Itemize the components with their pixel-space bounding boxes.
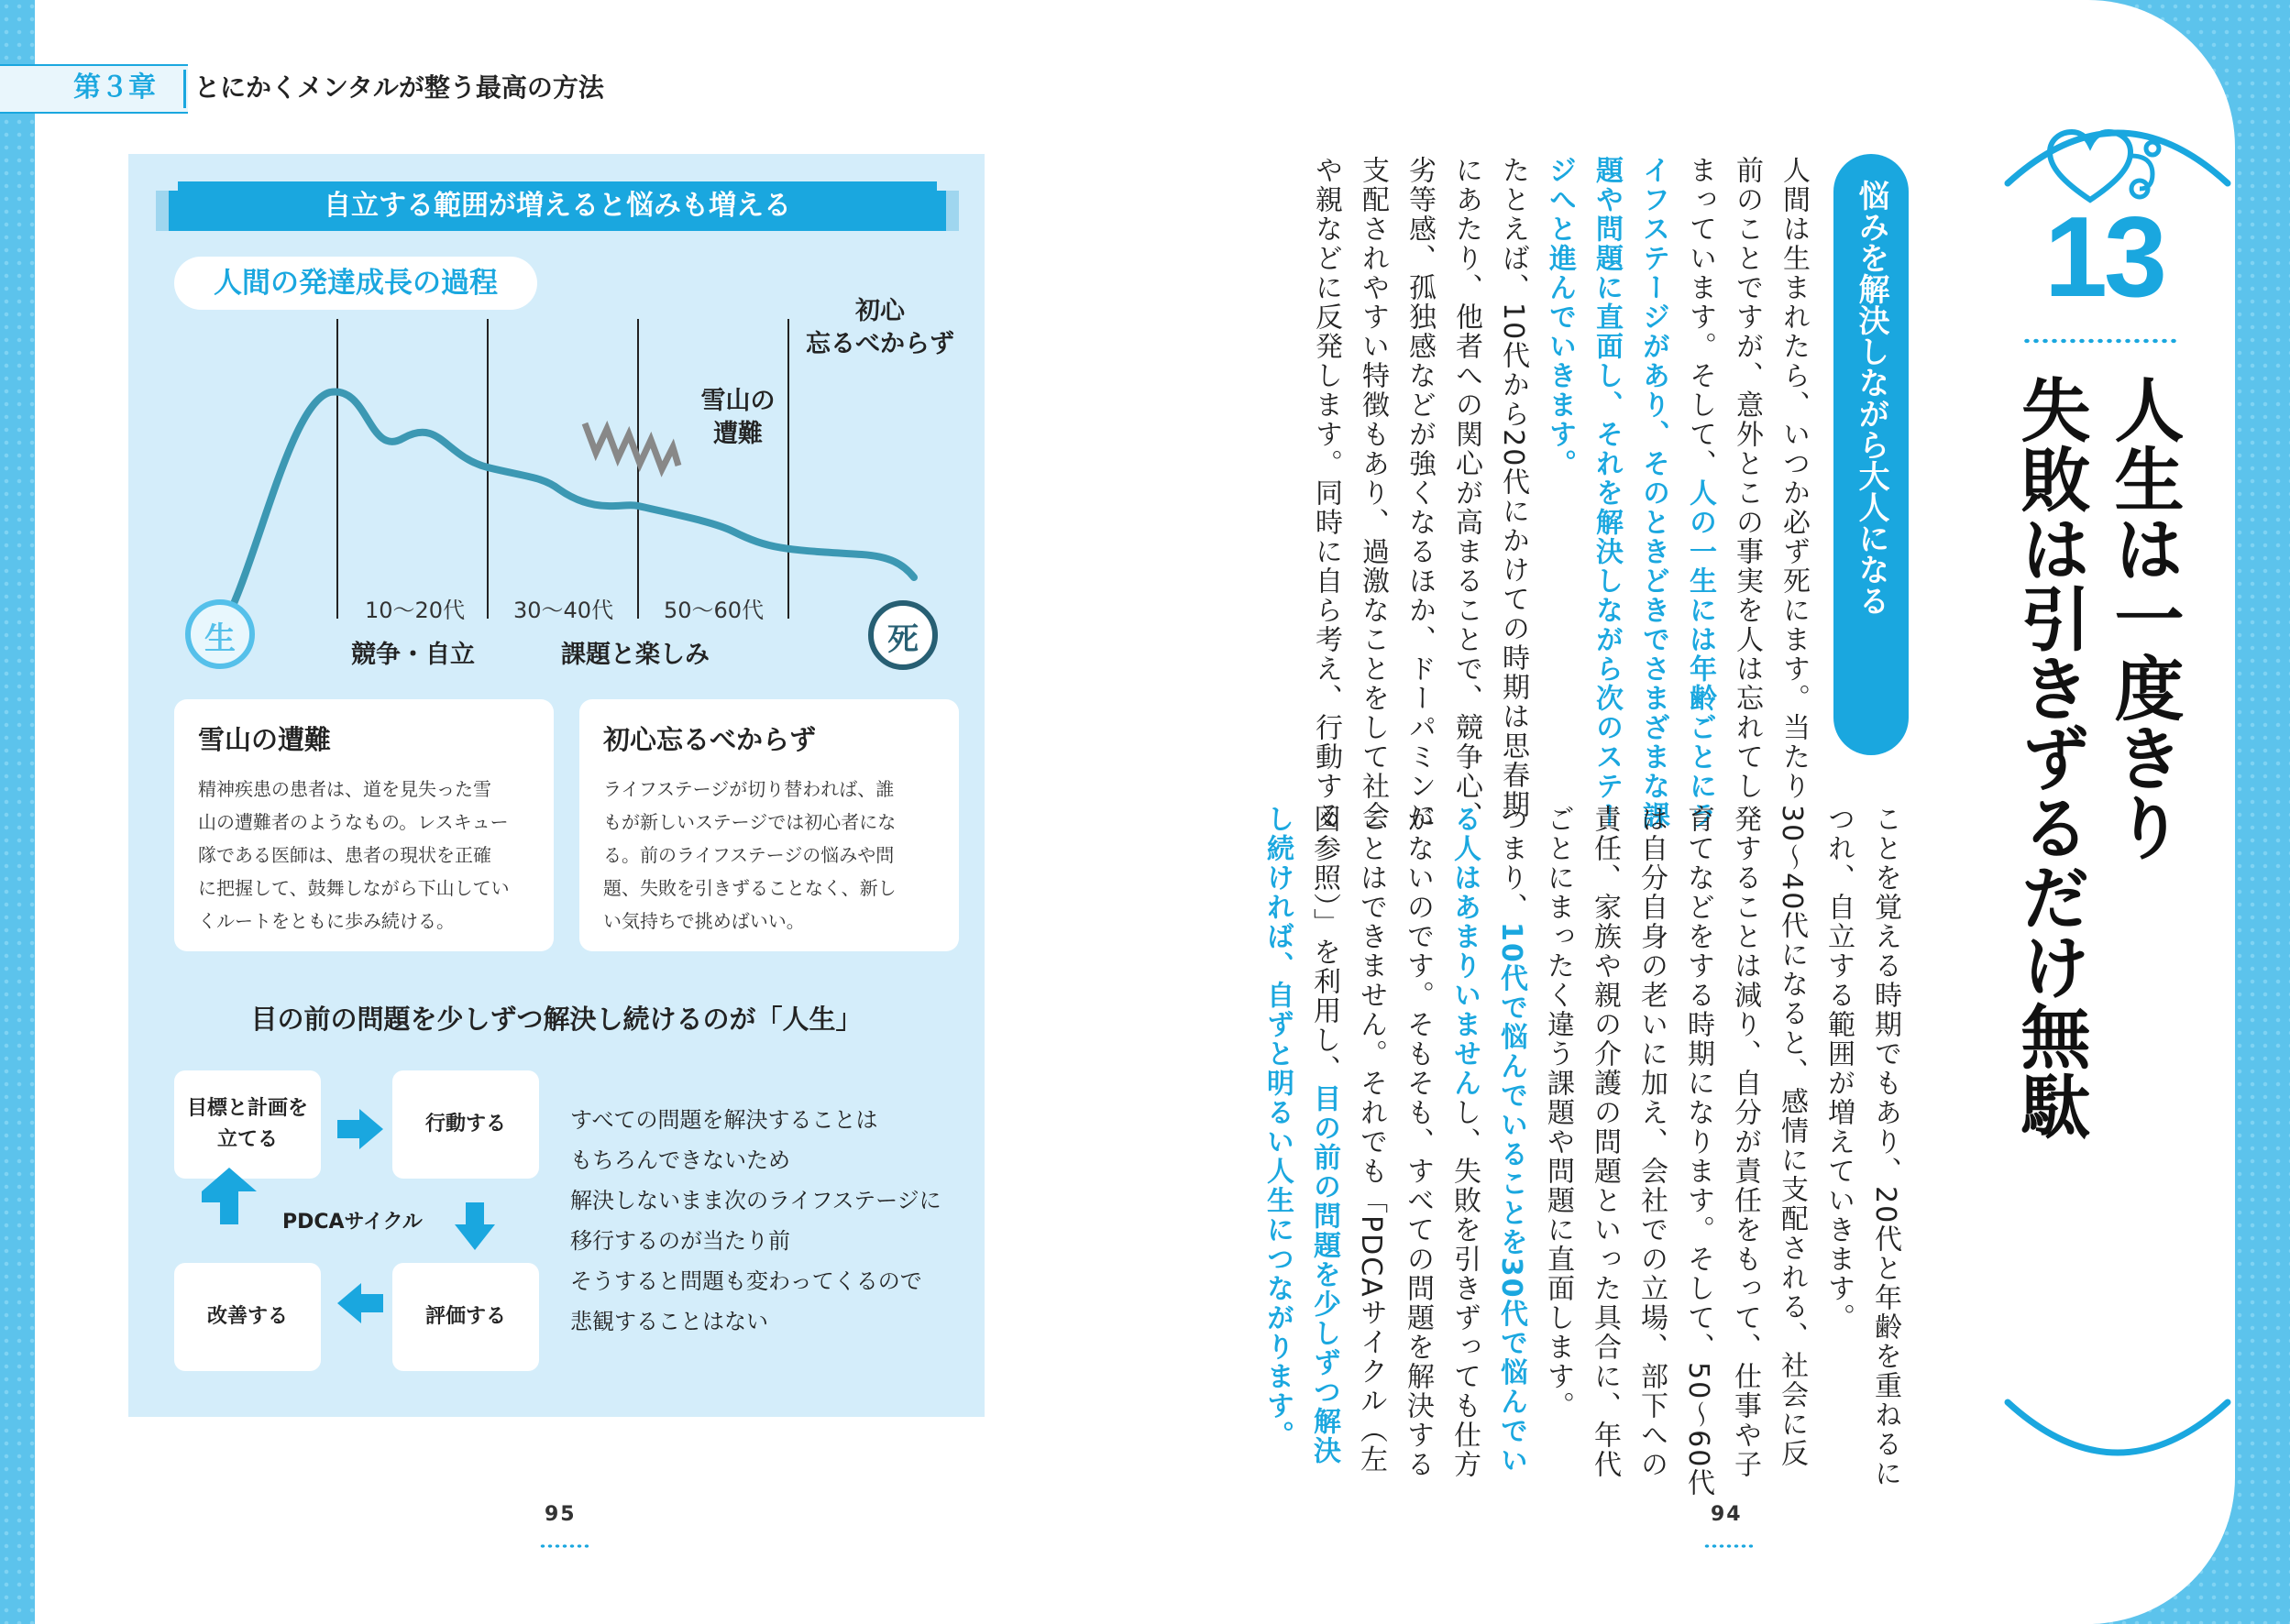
body-column: [1490, 156, 1536, 820]
body-text: つまり、: [1495, 805, 1527, 922]
snow-annotation: 雪山の 遭難: [700, 387, 776, 448]
phase-label: 競争・自立: [351, 641, 475, 669]
body-column: [1301, 805, 1348, 1465]
body-text: 育てなどをする時期になります。そして、50〜60代: [1682, 805, 1714, 1498]
chapter-label: 第３章: [73, 71, 156, 104]
body-column: [1815, 805, 1862, 1428]
body-text: まっています。そして、: [1684, 156, 1716, 478]
arrow-right-icon: [337, 1109, 383, 1149]
body-column: [1536, 156, 1583, 779]
body-column: [1583, 156, 1630, 830]
highlight-text: ジへと進んでいきます。: [1544, 156, 1576, 478]
title-arc-bottom: [1998, 1393, 2237, 1494]
pdca-heading: 目の前の問題を少しずつ解決し続けるのが「人生」: [250, 1004, 863, 1035]
age-label: 50〜60代: [664, 598, 765, 623]
birth-label: 生: [204, 620, 236, 657]
pdca-cycle-label: PDCAサイクル: [282, 1211, 423, 1234]
chapter-divider: [183, 70, 186, 108]
body-column: [1723, 156, 1770, 801]
pdca-check-box: 評価する: [392, 1263, 539, 1371]
card-snow: [174, 699, 554, 951]
body-column: [1535, 805, 1581, 1428]
card-text: ライフステージが切り替われば、誰 もが新しいステージでは初心者にな る。前のライフステージの悩みや問 題、失敗を引きずることなく、新し い気持ちで挑めばいい。: [603, 778, 897, 932]
body-text-upper: [1285, 156, 1817, 830]
arrow-left-icon: [337, 1283, 383, 1323]
body-text: 人間は生まれたら、いつか必ず死にます。当たり: [1778, 156, 1810, 801]
highlight-text: 目の前の問題を少しずつ解決: [1308, 1084, 1340, 1465]
highlight-text: イフステージがあり、そのときどきでさまざまな課: [1637, 156, 1669, 830]
figure-banner: 自立する範囲が増えると悩みも増える: [178, 181, 937, 231]
figure-subtitle: 人間の発達成長の過程: [174, 257, 537, 310]
body-column: [1349, 156, 1396, 830]
body-text: がないのです。そもそも、すべての問題を解決する: [1402, 805, 1434, 1479]
title-dots: [2022, 337, 2178, 345]
body-text: 劣等感、孤独感などが強くなるほか、ドーパミンに: [1404, 156, 1436, 830]
card-title: 初心忘るべからず: [603, 724, 817, 755]
section-title-line-1: 人生は一度きり: [2103, 374, 2185, 861]
body-column: [1630, 156, 1677, 830]
body-column: [1722, 805, 1768, 1479]
card-beginner: [579, 699, 959, 951]
body-text: ごとにまったく違う課題や問題に直面します。: [1542, 805, 1574, 1421]
body-column: [1488, 805, 1535, 1476]
body-column: [1443, 156, 1490, 830]
body-column: [1768, 805, 1815, 1469]
highlight-text: 人の一生には年齢ごとにラ: [1684, 478, 1716, 830]
pdca-plan-box: 目標と計画を 立てる: [174, 1070, 321, 1179]
page-number-left: 95: [545, 1503, 577, 1526]
body-text: つれ、自立する範囲が増えていきます。: [1822, 805, 1855, 1333]
body-column: [1254, 805, 1301, 1450]
body-text: 支配されやすい特徴もあり、過激なことをして社会: [1357, 156, 1389, 830]
topic-label: 悩みを解決しながら大人になる: [1853, 180, 1889, 616]
age-label: 10〜20代: [365, 598, 466, 623]
section-number: 13: [2044, 194, 2163, 321]
body-text: ことはできません。それでも「PDCAサイクル（左: [1355, 805, 1387, 1475]
body-column: [1394, 805, 1441, 1479]
beginner-annotation: 初心 忘るべからず: [806, 297, 954, 358]
body-text: にあたり、他者への関心が高まることで、競争心、: [1450, 156, 1482, 830]
body-text: は自分自身の老いに加え、会社での立場、部下への: [1635, 805, 1668, 1479]
age-label: 30〜40代: [513, 598, 614, 623]
body-text: 前のことですが、意外とこの事実を人は忘れてし: [1731, 156, 1763, 801]
life-curve-chart: [128, 302, 985, 697]
body-column: [1396, 156, 1443, 830]
body-text: や親などに反発します。同時に自ら考え、行動する: [1310, 156, 1342, 830]
pdca-do-box: 行動する: [392, 1070, 539, 1179]
snow-crevasse-zigzag: [585, 423, 678, 469]
arrow-up-icon: [202, 1168, 257, 1224]
pdca-act-box: 改善する: [174, 1263, 321, 1371]
highlight-text: る人はあまりいません: [1448, 805, 1481, 1098]
highlight-text: し続ければ、自ずと明るい人生につながります。: [1261, 805, 1294, 1450]
pdca-note: すべての問題を解決することは もちろんできないため 解決しないまま次のライフステージに 移行するのが当たり前 そうすると問題も変わってくるので 悲観することはない: [570, 1107, 941, 1334]
page-number-dots: [1703, 1543, 1753, 1549]
body-text: し、失敗を引きずっても仕方: [1448, 1098, 1481, 1479]
highlight-text: 10代で悩んでいることを30代で悩んでい: [1495, 922, 1527, 1476]
death-label: 死: [887, 621, 919, 658]
body-column: [1677, 156, 1723, 830]
body-column: [1862, 805, 1909, 1489]
section-title-line-2: 失敗は引きずるだけ無駄: [2009, 374, 2091, 1140]
body-text: 責任、家族や親の介護の問題といった具合に、年代: [1589, 805, 1621, 1479]
body-column: [1348, 805, 1394, 1475]
body-column: [1441, 805, 1488, 1479]
body-column: [1770, 156, 1817, 801]
body-text-lower: [1261, 805, 1909, 1498]
body-text: たとえば、10代から20代にかけての時期は思春期: [1497, 156, 1529, 820]
arrow-down-icon: [455, 1202, 495, 1250]
body-text: 発することは減り、自分が責任をもって、仕事や子: [1729, 805, 1761, 1479]
body-text: ことを覚える時期でもあり、20代と年齢を重ねるに: [1869, 805, 1901, 1489]
body-text: 30〜40代になると、感情に支配される、社会に反: [1776, 805, 1808, 1469]
page-number-right: 94: [1711, 1503, 1743, 1526]
body-column: [1628, 805, 1675, 1479]
highlight-text: 題や問題に直面し、それを解決しながら次のステー: [1591, 156, 1623, 830]
body-column: [1303, 156, 1349, 830]
phase-label: 課題と楽しみ: [561, 641, 710, 669]
body-column: [1581, 805, 1628, 1479]
page-number-dots: [539, 1543, 589, 1549]
body-column: [1675, 805, 1722, 1498]
card-text: 精神疾患の患者は、道を見失った雪 山の遭難者のようなもの。レスキュー 隊である医師は、患者の現状を正確 に把握して、鼓舞しながら下山してい くルートをともに歩み続ける。: [198, 778, 510, 932]
body-text: 図参照）」を利用し、: [1308, 805, 1340, 1084]
card-title: 雪山の遭難: [198, 724, 332, 755]
chapter-title: とにかくメンタルが整う最高の方法: [194, 72, 604, 103]
